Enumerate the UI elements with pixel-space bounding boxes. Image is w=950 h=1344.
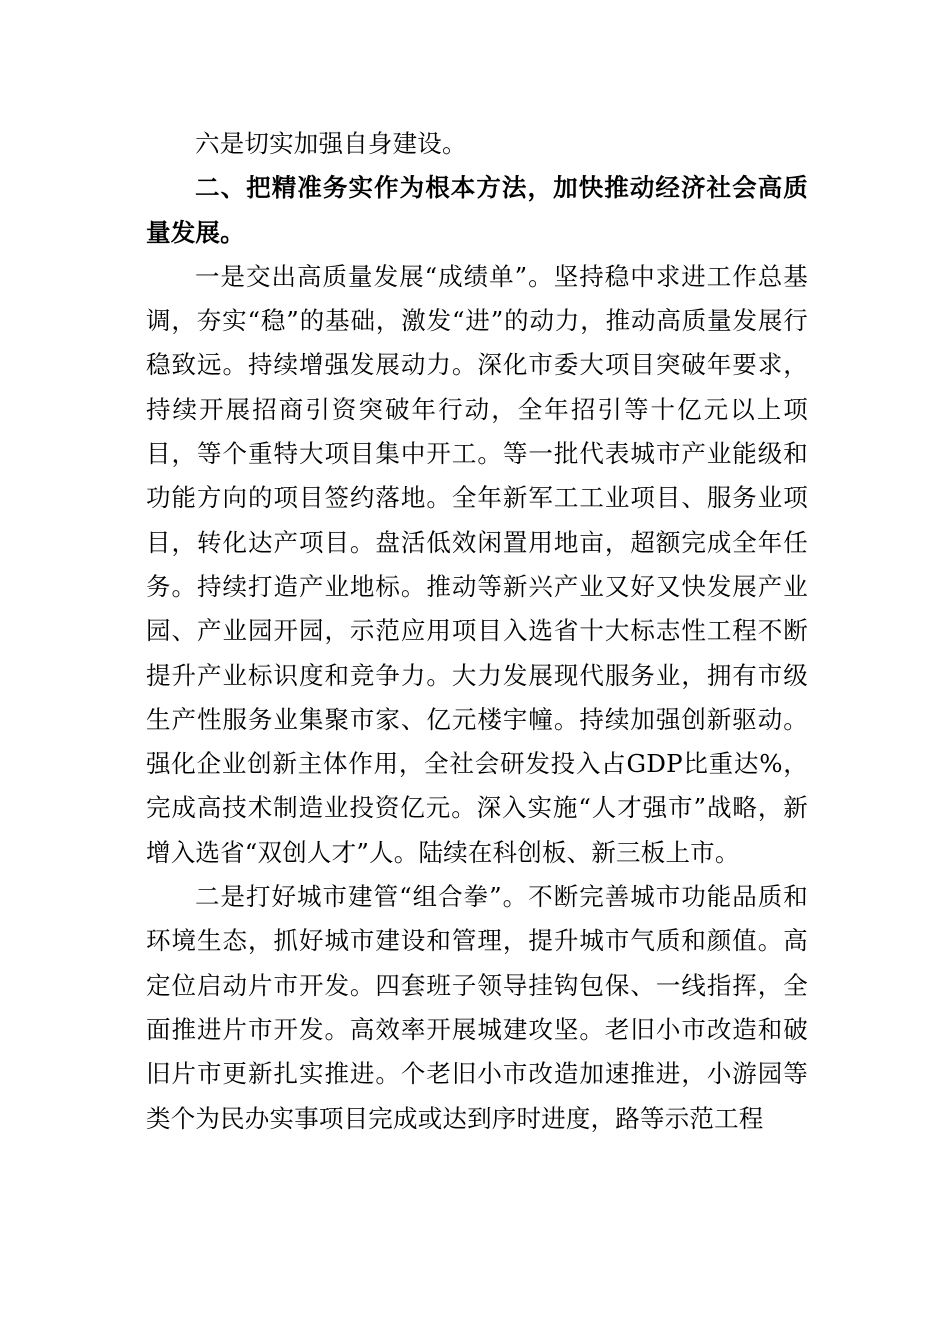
document-page: [146, 122, 808, 1141]
paragraph-urban-management: 二是打好城市建管“组合拳”。不断完善城市功能品质和环境生态，抓好城市建设和管理，提升城市气质和颜值。高定位启动片市开发。四套班子领导挂钩包保、一线指挥，全面推进片市开发。高效率开展城建攻坚。老旧小市改造和破旧片市更新扎实推进。个老旧小市改造加速推进，小游园等类个为民办实事项目完成或达到序时进度，路等示范工程: [146, 882, 808, 1133]
paragraph-self-building: 六是切实加强自身建设。: [195, 129, 467, 158]
section-heading-two: 二、把精准务实作为根本方法，加快推动经济社会高质量发展。: [146, 173, 808, 247]
paragraph-development-report: 一是交出高质量发展“成绩单”。坚持稳中求进工作总基调，夯实“稳”的基础，激发“进”的动力，推动高质量发展行稳致远。持续增强发展动力。深化市委大项目突破年要求，持续开展招商引资突破年行动，全年招引等十亿元以上项目，等个重特大项目集中开工。等一批代表城市产业能级和功能方向的项目签约落地。全年新军工工业项目、服务业项目，转化达产项目。盘活低效闲置用地亩，超额完成全年任务。持续打造产业地标。推动等新兴产业又好又快发展产业园、产业园开园，示范应用项目入选省十大标志性工程不断提升产业标识度和竞争力。大力发展现代服务业，拥有市级生产性服务业集聚市家、亿元楼宇幢。持续加强创新驱动。强化企业创新主体作用，全社会研发投入占GDP比重达%，完成高技术制造业投资亿元。深入实施“人才强市”战略，新增入选省“双创人才”人。陆续在科创板、新三板上市。: [146, 261, 808, 867]
